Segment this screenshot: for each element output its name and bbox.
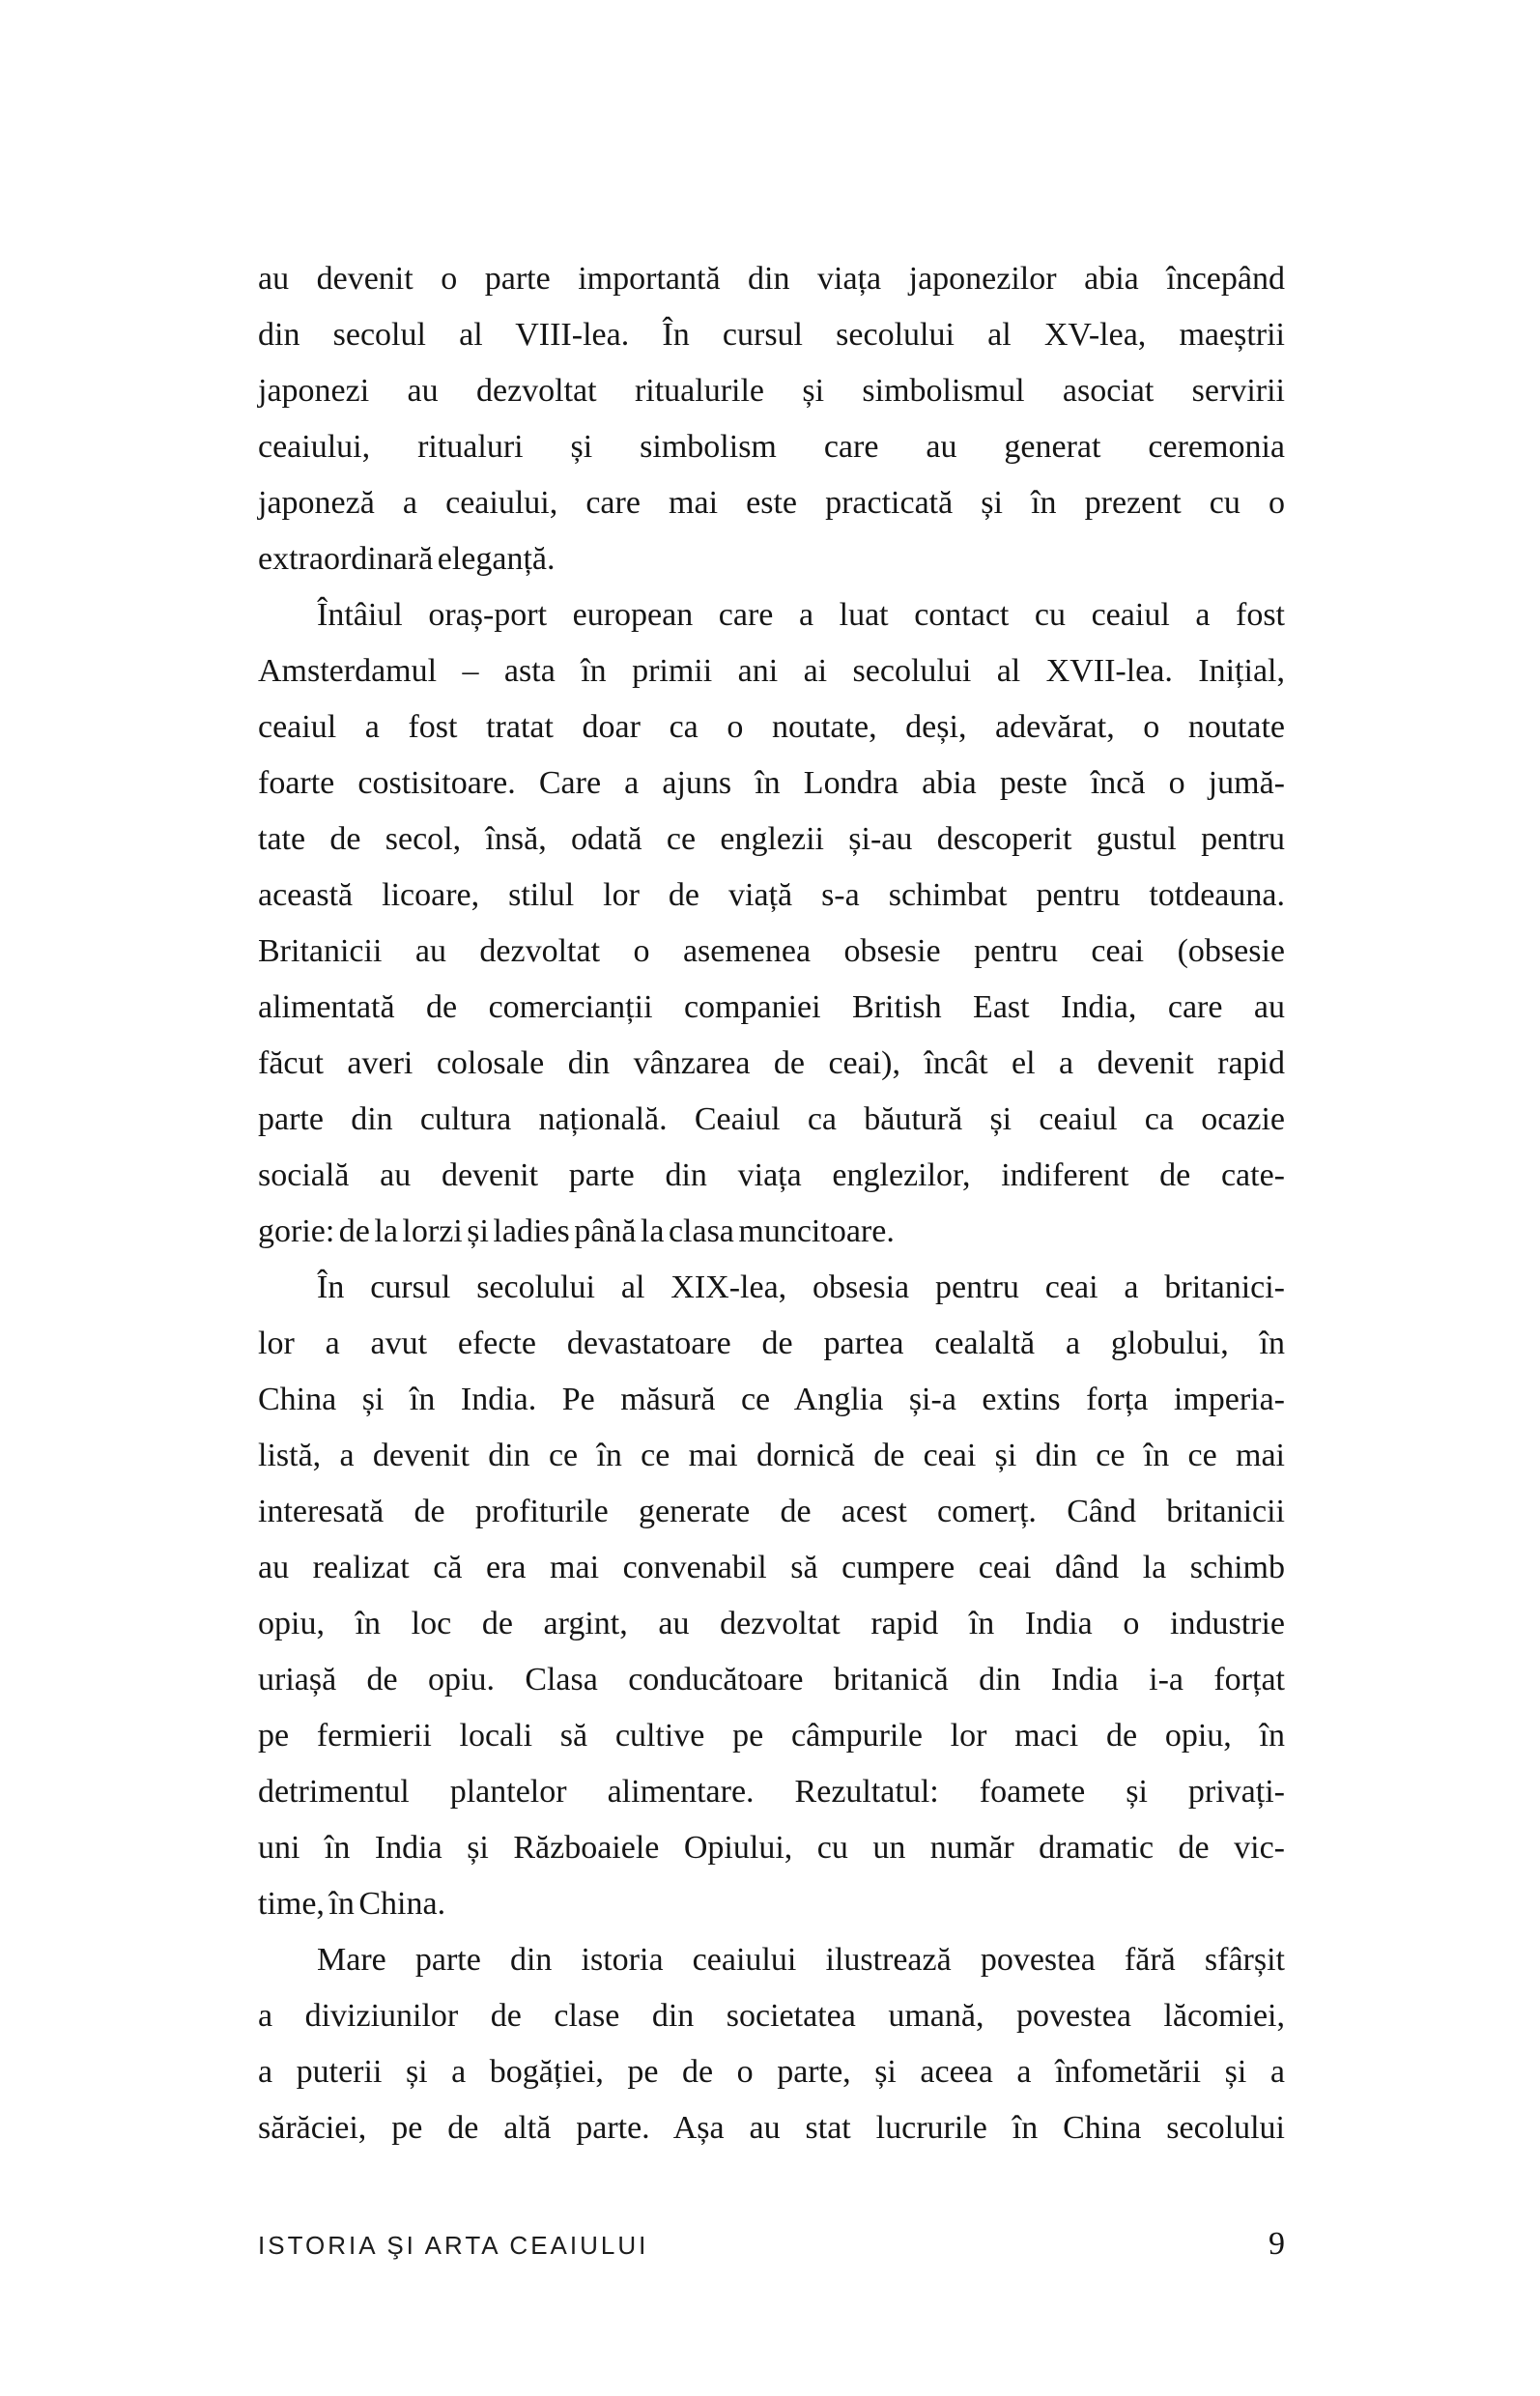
text-line: uni în India și Războaiele Opiului, cu un număr dramatic de vic- <box>258 1830 1285 1866</box>
text-line: foarte costisitoare. Care a ajuns în Londra abia peste încă o jumă- <box>258 765 1285 801</box>
text-line: În cursul secolului al XIX-lea, obsesia pentru ceai a britanici- <box>317 1269 1285 1305</box>
body-text <box>258 251 1285 2156</box>
text-line: această licoare, stilul lor de viață s-a schimbat pentru totdeauna. <box>258 877 1285 913</box>
text-line: lor a avut efecte devastatoare de partea cealaltă a globului, în <box>258 1326 1285 1361</box>
text-line: socială au devenit parte din viața englezilor, indiferent de cate- <box>258 1157 1285 1193</box>
text-line: parte din cultura națională. Ceaiul ca băutură și ceaiul ca ocazie <box>258 1101 1285 1137</box>
text-line: japonezi au dezvoltat ritualurile și simbolismul asociat servirii <box>258 373 1285 409</box>
text-line: a diviziunilor de clase din societatea umană, povestea lăcomiei, <box>258 1998 1285 2034</box>
text-line: listă, a devenit din ce în ce mai dornică de ceai și din ce în ce mai <box>258 1438 1285 1473</box>
text-line: gorie: de la lorzi și ladies până la clasa muncitoare. <box>258 1213 895 1249</box>
text-line: China și în India. Pe măsură ce Anglia și-a extins forța imperia- <box>258 1382 1285 1417</box>
text-line: din secolul al VIII-lea. În cursul secolului al XV-lea, maeștrii <box>258 317 1285 353</box>
text-line: ceaiului, ritualuri și simbolism care au generat ceremonia <box>258 429 1285 465</box>
text-line: făcut averi colosale din vânzarea de ceai), încât el a devenit rapid <box>258 1045 1285 1081</box>
page-footer <box>258 2226 1285 2263</box>
page-number: 9 <box>1269 2226 1285 2262</box>
text-line: pe fermierii locali să cultive pe câmpurile lor maci de opiu, în <box>258 1718 1285 1754</box>
text-line: au devenit o parte importantă din viața japonezilor abia începând <box>258 261 1285 297</box>
text-line: japoneză a ceaiului, care mai este practicată și în prezent cu o <box>258 485 1285 521</box>
running-title: ISTORIA ŞI ARTA CEAIULUI <box>258 2231 649 2260</box>
text-line: ceaiul a fost tratat doar ca o noutate, deși, adevărat, o noutate <box>258 709 1285 745</box>
text-line: interesată de profiturile generate de acest comerț. Când britanicii <box>258 1494 1285 1529</box>
text-line: opiu, în loc de argint, au dezvoltat rapid în India o industrie <box>258 1606 1285 1641</box>
text-line: Mare parte din istoria ceaiului ilustrează povestea fără sfârșit <box>317 1942 1285 1978</box>
text-line: a puterii și a bogăției, pe de o parte, și aceea a înfometării și a <box>258 2054 1285 2090</box>
text-line: Britanicii au dezvoltat o asemenea obsesie pentru ceai (obsesie <box>258 933 1285 969</box>
text-line: tate de secol, însă, odată ce englezii și-au descoperit gustul pentru <box>258 821 1285 857</box>
text-line: uriașă de opiu. Clasa conducătoare britanică din India i-a forțat <box>258 1662 1285 1697</box>
text-line: sărăciei, pe de altă parte. Așa au stat lucrurile în China secolului <box>258 2110 1285 2146</box>
text-line: time, în China. <box>258 1886 446 1922</box>
text-line: extraordinară eleganță. <box>258 541 556 577</box>
text-line: detrimentul plantelor alimentare. Rezultatul: foamete și privați- <box>258 1774 1285 1810</box>
text-line: Amsterdamul – asta în primii ani ai secolului al XVII-lea. Inițial, <box>258 653 1285 689</box>
text-line: Întâiul oraș-port european care a luat contact cu ceaiul a fost <box>317 597 1285 633</box>
text-line: au realizat că era mai convenabil să cumpere ceai dând la schimb <box>258 1550 1285 1585</box>
text-line: alimentată de comercianții companiei British East India, care au <box>258 989 1285 1025</box>
